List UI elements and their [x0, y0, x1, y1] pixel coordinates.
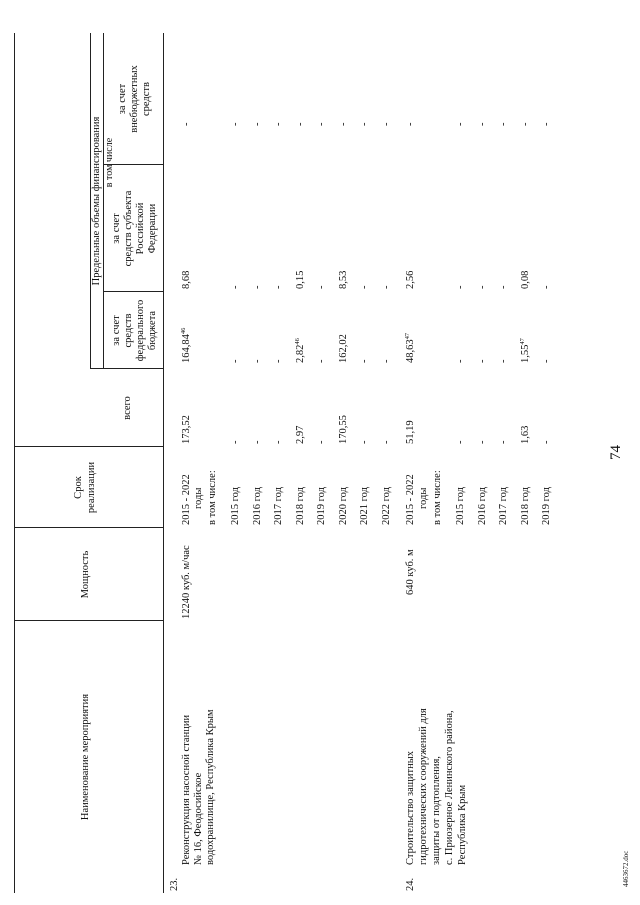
year-label: 2016 год [251, 487, 263, 525]
project-regional: 8,68 [181, 270, 192, 289]
year-offbudget: - [359, 122, 370, 126]
year-total: - [476, 440, 488, 444]
year-offbudget: - [294, 122, 306, 126]
year-total: 2,97 [294, 425, 306, 444]
year-offbudget: - [498, 122, 509, 126]
project-term-line: 2015 - 2022 [405, 474, 416, 525]
header-name: Наименование мероприятия [80, 693, 91, 821]
project-total: 51,19 [405, 420, 416, 444]
year-label: 2022 год [380, 487, 392, 525]
header-offbudget-line-3: средств [141, 82, 152, 116]
header-offbudget-line-1: за счет [117, 83, 128, 115]
year-label: 2021 год [359, 487, 370, 525]
year-label: 2019 год [316, 487, 327, 525]
year-total: - [498, 440, 509, 444]
year-total: - [359, 440, 370, 444]
year-federal: - [380, 359, 392, 363]
year-total: - [230, 440, 241, 444]
year-federal: - [251, 359, 263, 363]
including-label: в том числе: [432, 470, 443, 525]
footer-code: 4463672.doc [622, 850, 630, 887]
year-offbudget: - [541, 122, 552, 126]
header-capacity: Мощность [80, 550, 91, 599]
year-federal: - [316, 359, 327, 363]
project-regional: 2,56 [405, 270, 416, 289]
year-offbudget: - [316, 122, 327, 126]
header-term-line-1: Срок [73, 476, 84, 499]
year-regional: - [273, 285, 284, 289]
project-name-line: № 16, Феодосийское [193, 772, 204, 865]
year-federal: - [230, 359, 241, 363]
year-offbudget: - [380, 122, 392, 126]
header-regional-line-2: средств субъекта [123, 190, 134, 267]
year-label: 2019 год [541, 487, 552, 525]
year-regional: - [316, 285, 327, 289]
year-offbudget: - [337, 122, 349, 126]
year-regional: 8,53 [337, 270, 349, 289]
year-regional: - [541, 285, 552, 289]
project-capacity: 12240 куб. м/час [181, 545, 192, 619]
year-federal: 2,82$^{46}$ [293, 338, 306, 363]
year-regional: - [498, 285, 509, 289]
header-federal-line-2: средств [123, 313, 134, 348]
including-label: в том числе: [207, 470, 218, 525]
year-offbudget: - [476, 122, 488, 126]
project-name-line: защиты от подтопления, [431, 756, 442, 865]
year-offbudget: - [519, 122, 531, 126]
header-total: всего [122, 396, 133, 420]
year-label: 2018 год [294, 487, 306, 525]
year-total: - [541, 440, 552, 444]
year-label: 2018 год [519, 487, 531, 525]
header-federal-line-3: федерального [135, 299, 146, 362]
year-offbudget: - [455, 122, 466, 126]
year-federal: 1,55$^{47}$ [518, 338, 531, 363]
year-federal: - [498, 359, 509, 363]
year-regional: - [230, 285, 241, 289]
project-term-line: годы [193, 487, 204, 509]
project-term-line: 2015 - 2022 [181, 474, 192, 525]
project-name-line: Строительство защитных [405, 750, 416, 865]
year-offbudget: - [273, 122, 284, 126]
year-total: 1,63 [519, 425, 531, 444]
year-total: - [251, 440, 263, 444]
year-label: 2016 год [476, 487, 488, 525]
year-total: - [273, 440, 284, 444]
year-regional: - [359, 285, 370, 289]
header-regional-line-1: за счет [111, 213, 122, 244]
header-federal-line-1: за счет [111, 315, 122, 346]
header-federal-line-4: бюджета [147, 310, 158, 351]
year-federal: - [273, 359, 284, 363]
project-federal: 164,84$^{46}$ [180, 327, 192, 363]
project-name-line: водохранилище, Республика Крым [205, 709, 216, 865]
header-including: в том числе [104, 137, 115, 188]
year-federal: - [541, 359, 552, 363]
year-total: 170,55 [337, 415, 349, 444]
project-name-line: Республика Крым [457, 784, 468, 865]
year-federal: - [359, 359, 370, 363]
table-top-rule [14, 33, 15, 893]
year-federal: - [476, 359, 488, 363]
project-offbudget: - [405, 122, 416, 126]
year-total: - [455, 440, 466, 444]
project-offbudget: - [181, 122, 192, 126]
header-financing-group: Предельные объемы финансирования [91, 116, 102, 286]
year-total: - [380, 440, 392, 444]
year-regional: - [476, 285, 488, 289]
year-regional: 0,15 [294, 270, 306, 289]
project-total: 173,52 [181, 415, 192, 444]
header-term-line-2: реализации [86, 461, 97, 514]
year-label: 2017 год [498, 487, 509, 525]
header-regional-line-4: Федерации [147, 203, 158, 254]
project-federal: 48,63$^{47}$ [404, 332, 416, 363]
year-regional: - [380, 285, 392, 289]
project-term-line: годы [418, 487, 429, 509]
year-federal: 162,02 [337, 334, 349, 363]
year-federal: - [455, 359, 466, 363]
header-offbudget-line-2: внебюджетных [129, 65, 140, 133]
page-number: 74 [608, 445, 624, 460]
header-regional-line-3: Российской [135, 202, 146, 255]
year-offbudget: - [230, 122, 241, 126]
project-name-line: Реконструкция насосной станции [181, 714, 192, 865]
project-name-line: с. Приозерное Ленинского района, [444, 710, 455, 865]
project-capacity: 640 куб. м [405, 549, 416, 595]
year-label: 2017 год [273, 487, 284, 525]
year-label: 2020 год [337, 487, 349, 525]
year-offbudget: - [251, 122, 263, 126]
year-label: 2015 год [455, 487, 466, 525]
project-number: 24. [405, 877, 416, 891]
project-name-line: гидротехнических сооружений для [418, 708, 429, 865]
year-total: - [316, 440, 327, 444]
year-regional: - [455, 285, 466, 289]
year-regional: - [251, 285, 263, 289]
project-number: 23. [169, 877, 180, 891]
header-bottom-rule [163, 33, 164, 893]
year-label: 2015 год [230, 487, 241, 525]
year-regional: 0,08 [519, 270, 531, 289]
